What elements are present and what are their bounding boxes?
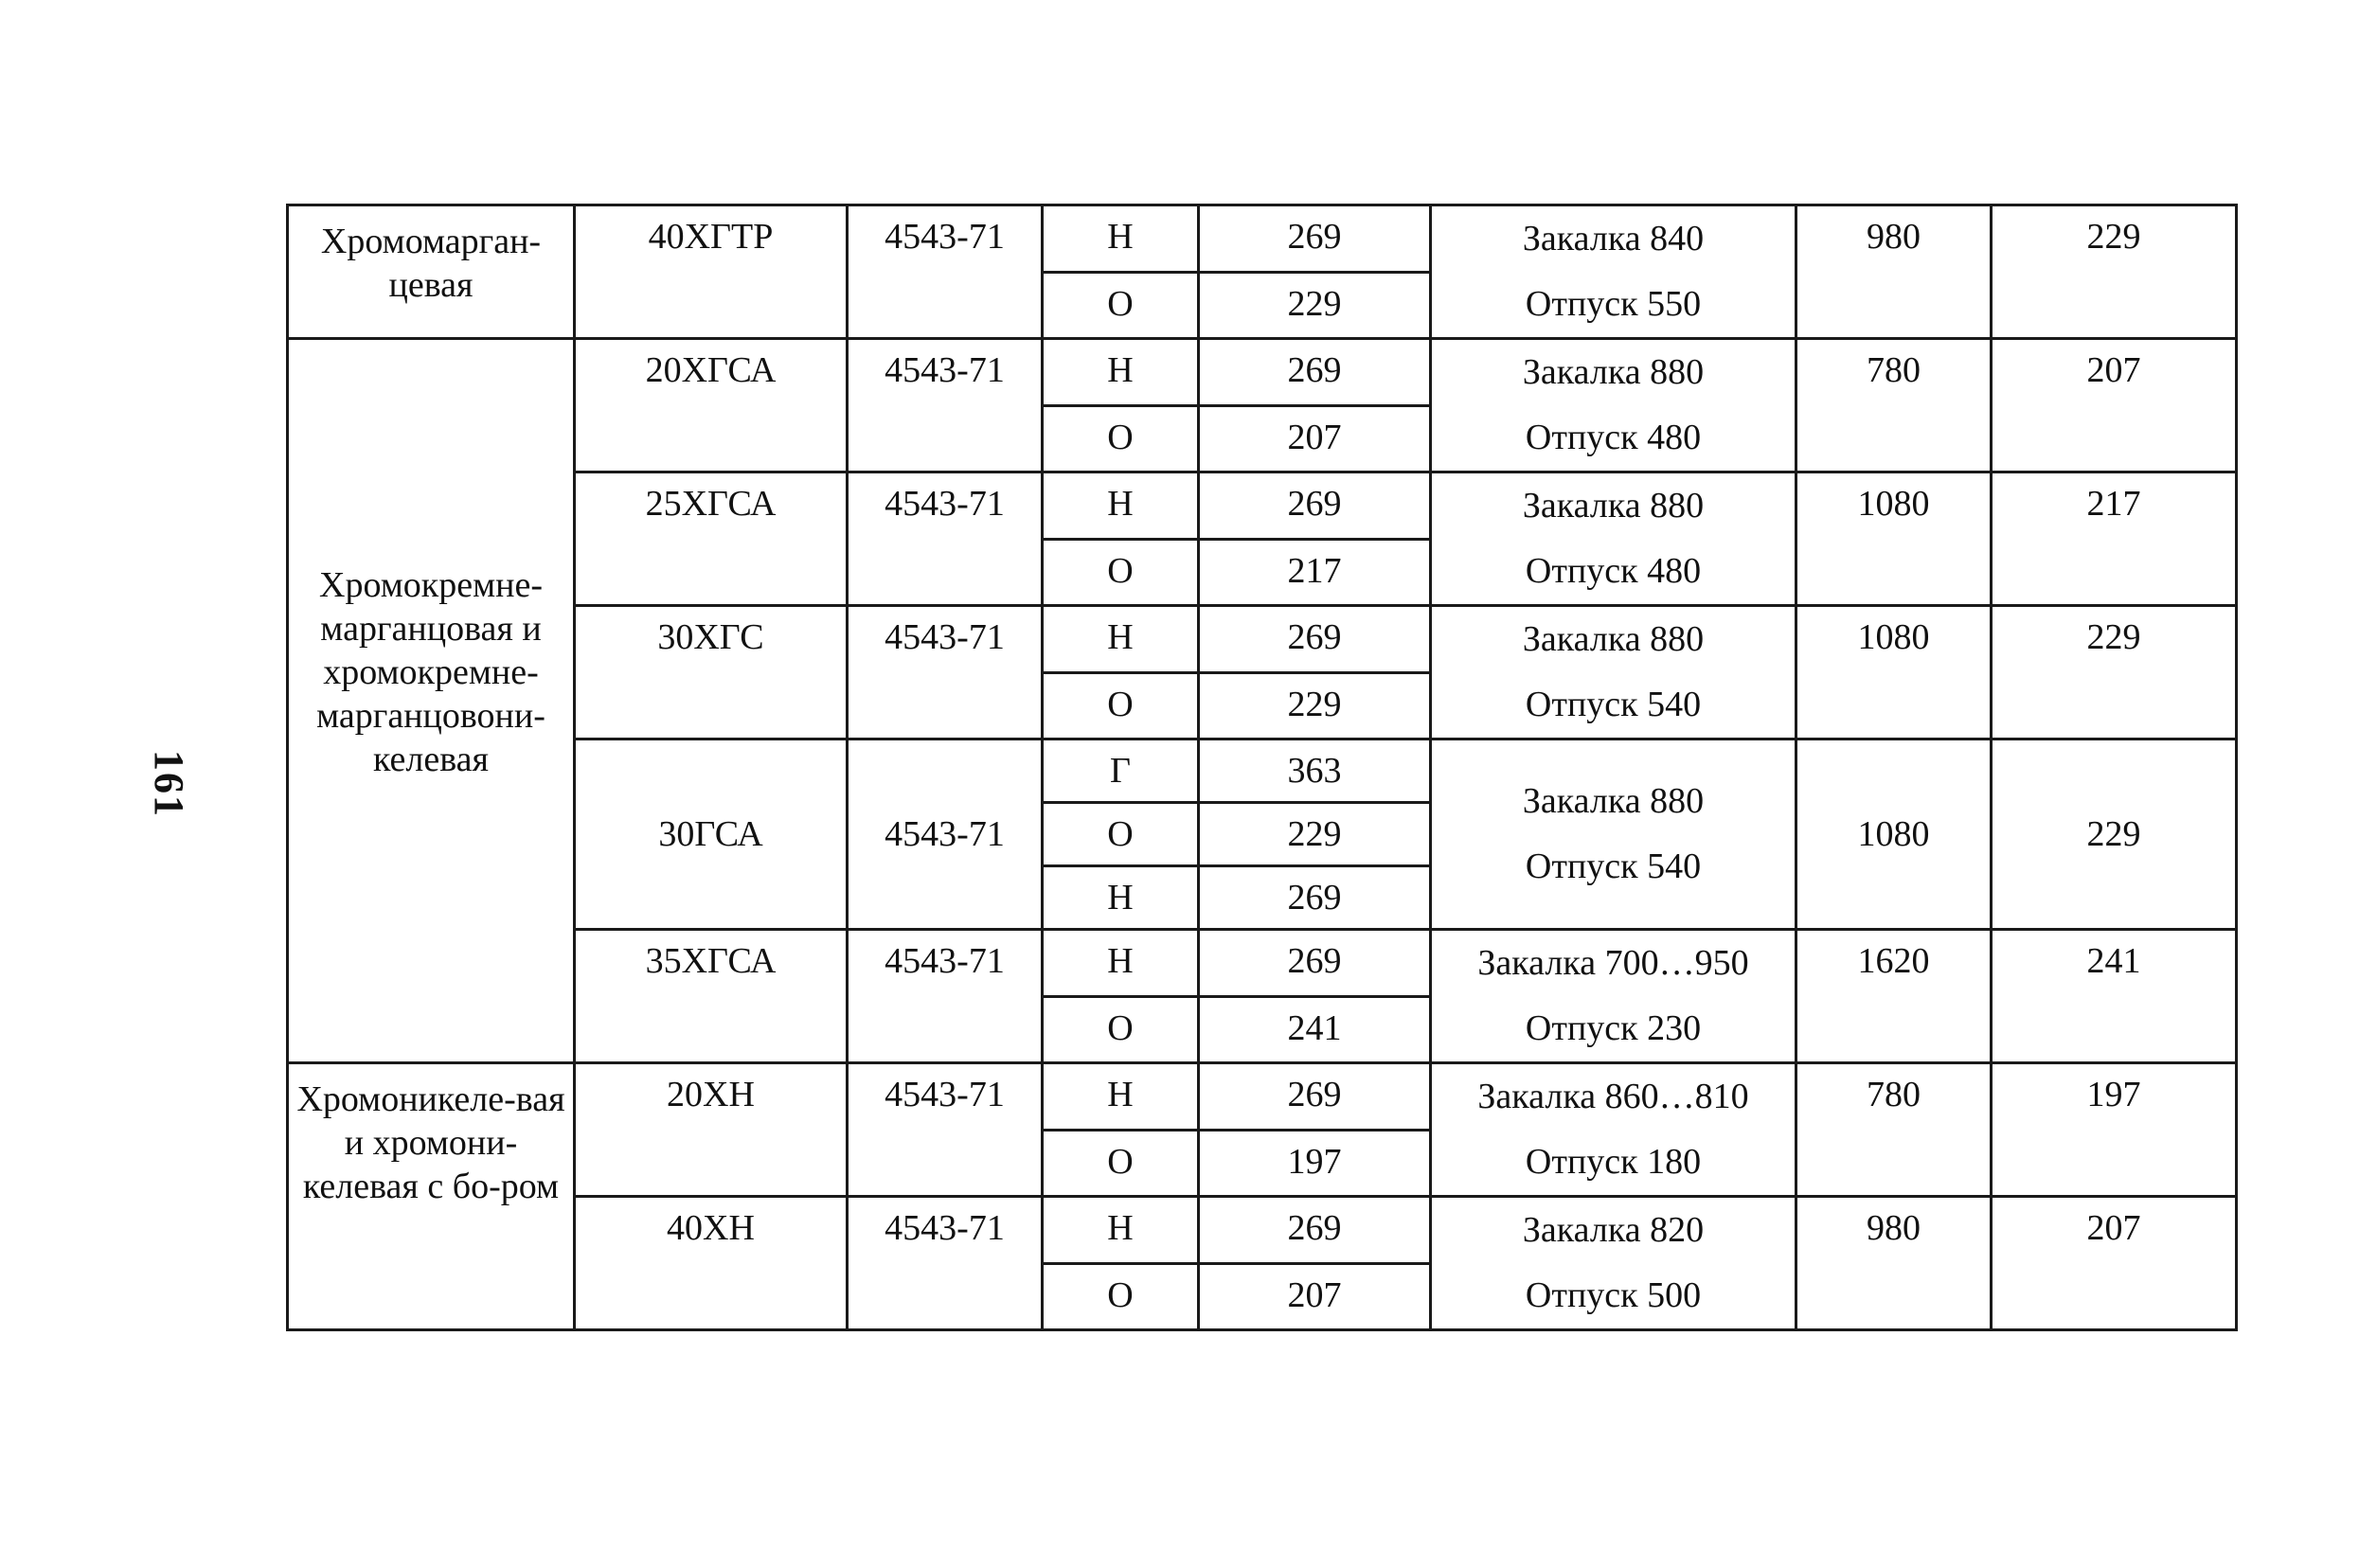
hardness-cell: 269 xyxy=(1199,205,1431,273)
state-cell: О xyxy=(1043,803,1199,866)
state-cell: Г xyxy=(1043,739,1199,803)
state-cell: Н xyxy=(1043,606,1199,673)
annealed-hardness-cell: 207 xyxy=(1992,1197,2237,1330)
gost-cell: 4543-71 xyxy=(848,606,1043,739)
hardness-cell: 241 xyxy=(1199,996,1431,1063)
quench-text: Закалка 880 xyxy=(1522,619,1705,659)
page-number: 161 xyxy=(146,750,192,818)
strength-cell: 780 xyxy=(1796,339,1992,472)
hardness-cell: 269 xyxy=(1199,1197,1431,1264)
strength-cell: 980 xyxy=(1796,205,1992,339)
state-cell: Н xyxy=(1043,1197,1199,1264)
table-row xyxy=(288,739,2237,803)
gost-cell: 4543-71 xyxy=(848,739,1043,930)
temper-text: Отпуск 500 xyxy=(1525,1275,1702,1315)
grade-cell: 20ХГСА xyxy=(575,339,848,472)
steel-properties-table xyxy=(286,204,2238,1331)
temper-text: Отпуск 540 xyxy=(1525,685,1702,724)
table-row xyxy=(288,472,2237,540)
quench-text: Закалка 880 xyxy=(1522,781,1705,821)
table-row xyxy=(288,606,2237,673)
hardness-cell: 217 xyxy=(1199,539,1431,606)
strength-cell: 1080 xyxy=(1796,606,1992,739)
temper-text: Отпуск 540 xyxy=(1525,846,1702,886)
hardness-cell: 269 xyxy=(1199,472,1431,540)
table-row xyxy=(288,339,2237,406)
temper-text: Отпуск 550 xyxy=(1525,284,1702,324)
heat-treatment-cell xyxy=(1431,1197,1796,1330)
quench-text: Закалка 860…810 xyxy=(1477,1077,1749,1116)
quench-text: Закалка 880 xyxy=(1522,352,1705,392)
heat-treatment-cell xyxy=(1431,930,1796,1063)
state-cell: Н xyxy=(1043,1063,1199,1131)
quench-text: Закалка 700…950 xyxy=(1477,943,1749,983)
hardness-cell: 269 xyxy=(1199,606,1431,673)
state-cell: О xyxy=(1043,1263,1199,1330)
state-cell: О xyxy=(1043,539,1199,606)
gost-cell: 4543-71 xyxy=(848,1063,1043,1197)
gost-cell: 4543-71 xyxy=(848,1197,1043,1330)
group-name-cell: Хромокремне-марганцовая и хромокремне-марганцовони-келевая xyxy=(288,339,575,1063)
state-cell: Н xyxy=(1043,472,1199,540)
grade-cell: 35ХГСА xyxy=(575,930,848,1063)
group-name-cell: Хромомарган-цевая xyxy=(288,205,575,339)
annealed-hardness-cell: 229 xyxy=(1992,739,2237,930)
grade-cell: 40ХГТР xyxy=(575,205,848,339)
gost-cell: 4543-71 xyxy=(848,339,1043,472)
table-row xyxy=(288,1197,2237,1264)
grade-cell: 30ГСА xyxy=(575,739,848,930)
state-cell: О xyxy=(1043,996,1199,1063)
hardness-cell: 269 xyxy=(1199,930,1431,997)
hardness-cell: 229 xyxy=(1199,803,1431,866)
gost-cell: 4543-71 xyxy=(848,472,1043,606)
hardness-cell: 269 xyxy=(1199,1063,1431,1131)
quench-text: Закалка 880 xyxy=(1522,486,1705,526)
annealed-hardness-cell: 241 xyxy=(1992,930,2237,1063)
state-cell: Н xyxy=(1043,866,1199,930)
heat-treatment-cell xyxy=(1431,1063,1796,1197)
annealed-hardness-cell: 229 xyxy=(1992,205,2237,339)
heat-treatment-cell xyxy=(1431,739,1796,930)
state-cell: О xyxy=(1043,272,1199,339)
heat-treatment-cell xyxy=(1431,606,1796,739)
temper-text: Отпуск 480 xyxy=(1525,418,1702,457)
temper-text: Отпуск 480 xyxy=(1525,551,1702,591)
gost-cell: 4543-71 xyxy=(848,930,1043,1063)
heat-treatment-cell xyxy=(1431,205,1796,339)
heat-treatment-cell xyxy=(1431,472,1796,606)
annealed-hardness-cell: 229 xyxy=(1992,606,2237,739)
temper-text: Отпуск 230 xyxy=(1525,1008,1702,1048)
grade-cell: 30ХГС xyxy=(575,606,848,739)
strength-cell: 1080 xyxy=(1796,472,1992,606)
hardness-cell: 207 xyxy=(1199,405,1431,472)
grade-cell: 20ХН xyxy=(575,1063,848,1197)
strength-cell: 780 xyxy=(1796,1063,1992,1197)
group-name-cell: Хромоникеле-вая и хромони-келевая с бо-ром xyxy=(288,1063,575,1330)
strength-cell: 1080 xyxy=(1796,739,1992,930)
table-row xyxy=(288,205,2237,273)
hardness-cell: 363 xyxy=(1199,739,1431,803)
state-cell: Н xyxy=(1043,930,1199,997)
state-cell: О xyxy=(1043,405,1199,472)
annealed-hardness-cell: 217 xyxy=(1992,472,2237,606)
temper-text: Отпуск 180 xyxy=(1525,1142,1702,1182)
hardness-cell: 269 xyxy=(1199,866,1431,930)
strength-cell: 1620 xyxy=(1796,930,1992,1063)
strength-cell: 980 xyxy=(1796,1197,1992,1330)
state-cell: Н xyxy=(1043,205,1199,273)
hardness-cell: 229 xyxy=(1199,672,1431,739)
hardness-cell: 207 xyxy=(1199,1263,1431,1330)
quench-text: Закалка 840 xyxy=(1522,219,1705,258)
hardness-cell: 269 xyxy=(1199,339,1431,406)
hardness-cell: 197 xyxy=(1199,1130,1431,1197)
annealed-hardness-cell: 197 xyxy=(1992,1063,2237,1197)
gost-cell: 4543-71 xyxy=(848,205,1043,339)
state-cell: О xyxy=(1043,672,1199,739)
grade-cell: 40ХН xyxy=(575,1197,848,1330)
table-row xyxy=(288,930,2237,997)
table-body xyxy=(288,205,2237,1330)
heat-treatment-cell xyxy=(1431,339,1796,472)
hardness-cell: 229 xyxy=(1199,272,1431,339)
state-cell: О xyxy=(1043,1130,1199,1197)
quench-text: Закалка 820 xyxy=(1522,1210,1705,1250)
annealed-hardness-cell: 207 xyxy=(1992,339,2237,472)
state-cell: Н xyxy=(1043,339,1199,406)
table-row xyxy=(288,1063,2237,1131)
grade-cell: 25ХГСА xyxy=(575,472,848,606)
